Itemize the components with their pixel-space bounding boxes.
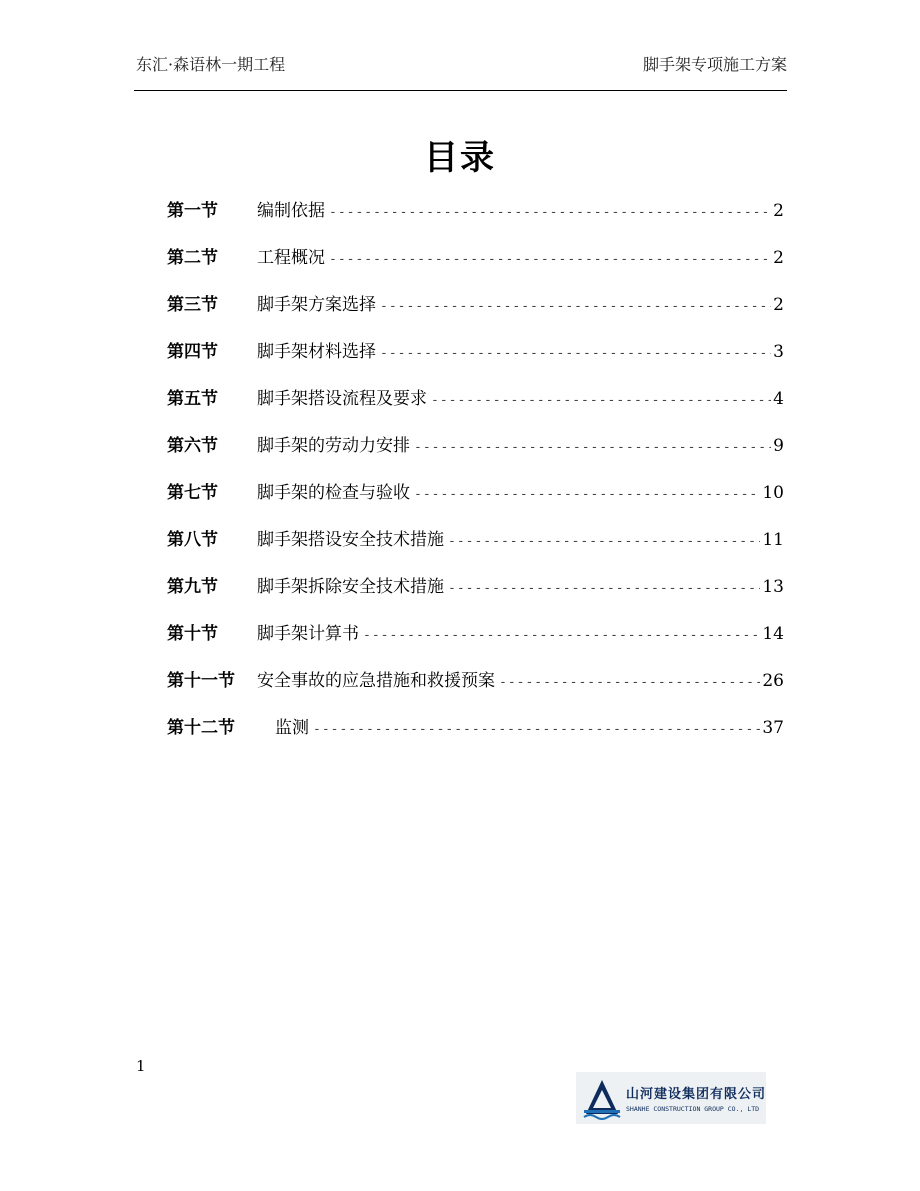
toc-page-number: 37 (762, 718, 784, 738)
toc-leader (431, 393, 771, 408)
toc-leader (380, 346, 771, 361)
toc-page-number: 13 (762, 577, 784, 597)
toc-section-number: 第四节 (167, 342, 218, 362)
toc-section-number: 第十二节 (167, 718, 235, 738)
toc-leader (414, 487, 760, 502)
toc-section-title: 脚手架搭设安全技术措施 (257, 530, 444, 550)
toc-entry[interactable] (167, 478, 784, 525)
toc-entry[interactable] (167, 619, 784, 666)
toc-section-number: 第十一节 (167, 671, 235, 691)
toc-section-title: 监测 (275, 718, 309, 738)
toc-entry[interactable] (167, 525, 784, 572)
toc-entry[interactable] (167, 196, 784, 243)
toc-leader (363, 628, 760, 643)
toc-leader (380, 299, 771, 314)
toc-page-number: 14 (762, 624, 784, 644)
toc-section-title: 编制依据 (257, 201, 325, 221)
toc-page-number: 2 (773, 201, 784, 221)
company-logo (576, 1072, 766, 1124)
toc-page-number: 26 (762, 671, 784, 691)
toc-entry[interactable] (167, 431, 784, 478)
toc-entry[interactable] (167, 290, 784, 337)
toc-page-number: 4 (773, 389, 784, 409)
toc-entry[interactable] (167, 666, 784, 713)
toc-entry[interactable] (167, 384, 784, 431)
toc-title: 目录 (424, 138, 496, 178)
toc-entry[interactable] (167, 337, 784, 384)
toc-section-number: 第十节 (167, 624, 218, 644)
toc-section-number: 第六节 (167, 436, 218, 456)
toc-section-title: 安全事故的应急措施和救援预案 (257, 671, 495, 691)
toc-section-title: 工程概况 (257, 248, 325, 268)
toc-page-number: 10 (762, 483, 784, 503)
toc-page-number: 11 (762, 530, 784, 550)
toc-section-number: 第三节 (167, 295, 218, 315)
table-of-contents (167, 196, 784, 760)
toc-section-title: 脚手架材料选择 (257, 342, 376, 362)
toc-entry[interactable] (167, 713, 784, 760)
toc-section-title: 脚手架方案选择 (257, 295, 376, 315)
mountain-logo-icon (582, 1076, 622, 1120)
toc-page-number: 3 (773, 342, 784, 362)
toc-leader (329, 205, 771, 220)
toc-leader (448, 534, 760, 549)
header-project-name: 东汇·森语林一期工程 (136, 55, 286, 74)
toc-entry[interactable] (167, 572, 784, 619)
header-divider (134, 90, 787, 91)
toc-section-number: 第二节 (167, 248, 218, 268)
toc-page-number: 9 (773, 436, 784, 456)
page-number: 1 (136, 1057, 146, 1075)
toc-section-title: 脚手架计算书 (257, 624, 359, 644)
toc-section-title: 脚手架拆除安全技术措施 (257, 577, 444, 597)
logo-company-name-cn: 山河建设集团有限公司 (626, 1087, 767, 1102)
toc-leader (313, 722, 760, 737)
toc-section-number: 第五节 (167, 389, 218, 409)
toc-section-number: 第一节 (167, 201, 218, 221)
toc-leader (414, 440, 771, 455)
toc-section-title: 脚手架的劳动力安排 (257, 436, 410, 456)
toc-entry[interactable] (167, 243, 784, 290)
toc-leader (329, 252, 771, 267)
toc-section-title: 脚手架的检查与验收 (257, 483, 410, 503)
toc-leader (448, 581, 760, 596)
toc-page-number: 2 (773, 248, 784, 268)
toc-section-number: 第七节 (167, 483, 218, 503)
toc-section-title: 脚手架搭设流程及要求 (257, 389, 427, 409)
logo-company-name-en: SHANHE CONSTRUCTION GROUP CO., LTD (626, 1105, 760, 1113)
header-document-title: 脚手架专项施工方案 (642, 55, 787, 74)
toc-page-number: 2 (773, 295, 784, 315)
toc-section-number: 第八节 (167, 530, 218, 550)
toc-section-number: 第九节 (167, 577, 218, 597)
toc-leader (499, 675, 760, 690)
